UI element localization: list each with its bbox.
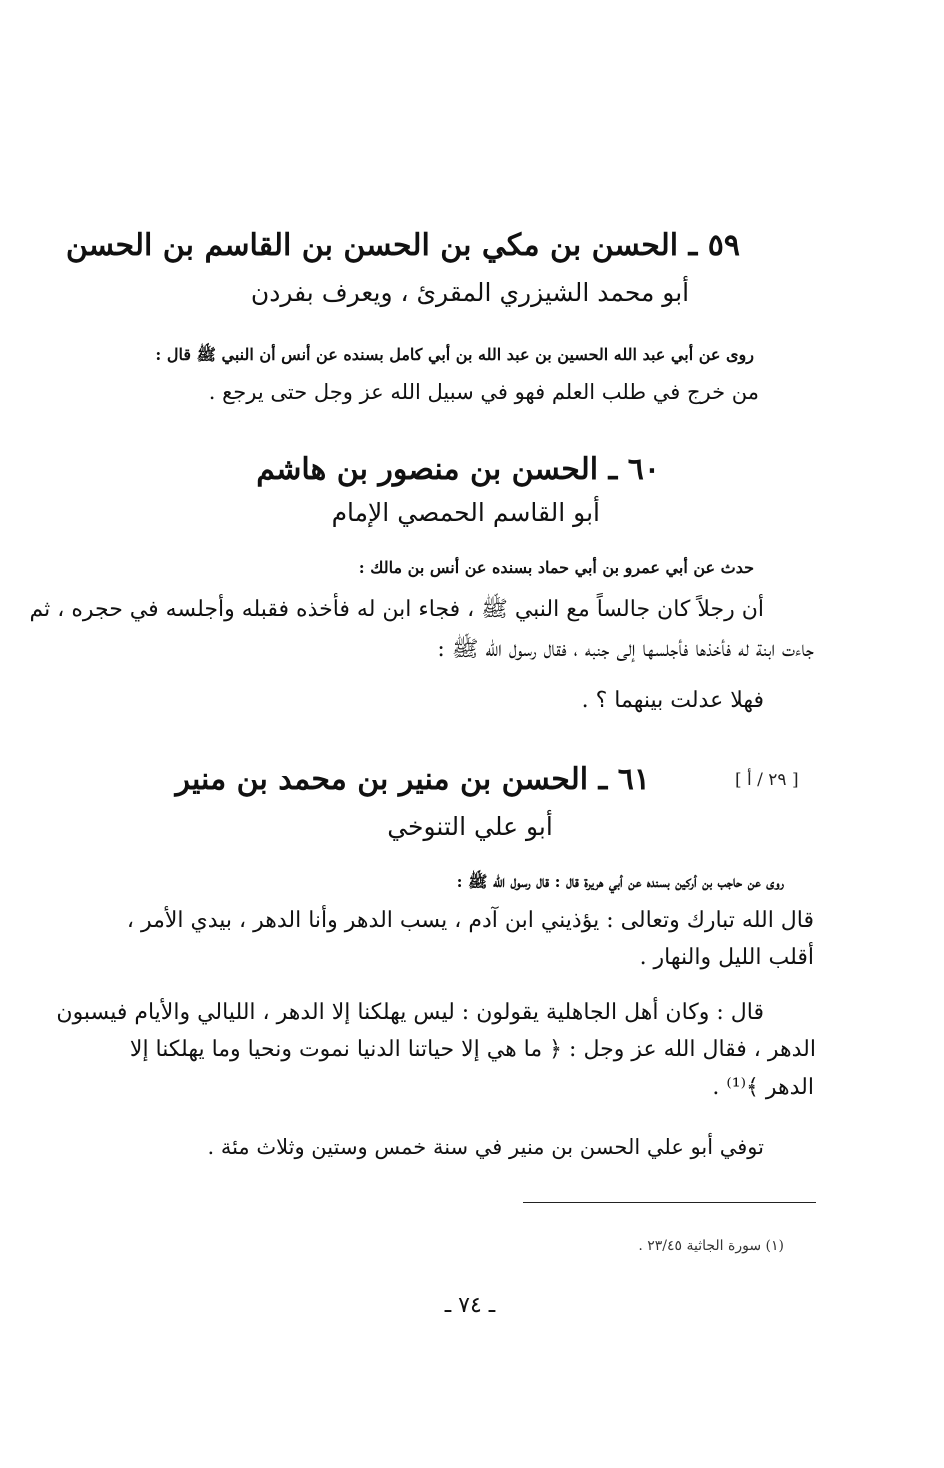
entry-60-hadith-line3: فهلا عدلت بينهما ؟ . [581,688,764,713]
page-number: ـ ٧٤ ـ [444,1293,496,1318]
entry-61-qala-line2: الدهر ، فقال الله عز وجل : ﴿ ما هي إلا حياتنا الدنيا نموت ونحيا وما يهلكنا إلا [129,1037,816,1062]
entry-59-hadith: من خرج في طلب العلم فهو في سبيل الله عز وجل حتى يرجع . [208,380,759,404]
entry-60-isnad: حدث عن أبي عمرو بن أبي حماد بسنده عن أنس بن مالك : [358,558,754,577]
entry-61-kunya: أبو علي التنوخي [387,812,553,841]
entry-60-hadith-line1: أن رجلاً كان جالساً مع النبي ﷺ ، فجاء ابن له فأخذه فقبله وأجلسه في حجره ، ثم [29,597,764,622]
entry-59-isnad: روى عن أبي عبد الله الحسين بن عبد الله بن أبي كامل بسنده عن أنس أن النبي ﷺ قال : [155,345,754,364]
entry-61-title: ٦١ ـ الحسن بن منير بن محمد بن منير [175,762,650,797]
entry-61-death-note: توفي أبو علي الحسن بن منير في سنة خمس وستين وثلاث مئة . [207,1135,764,1159]
footnote-separator [523,1202,816,1203]
entry-61-isnad: روى عن حاجب بن أركين بسنده عن أبي هريرة قال : قال رسول الله ﷺ : [456,872,784,891]
folio-margin-note: [ ٢٩ / أ ] [735,770,799,790]
entry-61-hadith-line1: قال الله تبارك وتعالى : يؤذيني ابن آدم ، يسب الدهر وأنا الدهر ، بيدي الأمر ، [126,908,814,933]
entry-59-title: ٥٩ ـ الحسن بن مكي بن الحسن بن القاسم بن الحسن [65,228,740,263]
entry-60-title: ٦٠ ـ الحسن بن منصور بن هاشم [256,452,660,487]
entry-60-hadith-line2: جاءت ابنة له فأخذها فأجلسها إلى جنبه ، فقال رسول الله ﷺ : [437,637,814,662]
entry-61-qala-line1: قال : وكان أهل الجاهلية يقولون : ليس يهلكنا إلا الدهر ، الليالي والأيام فيسبون [56,1000,764,1025]
entry-61-hadith-line2: أقلب الليل والنهار . [639,945,814,970]
entry-60-kunya: أبو القاسم الحمصي الإمام [331,498,600,527]
footnote: (١) سورة الجاثية ٢٣/٤٥ . [638,1238,784,1254]
entry-59-kunya: أبو محمد الشيزري المقرئ ، ويعرف بفردن [250,278,690,307]
entry-61-qala-line3: الدهر ﴾⁽¹⁾ . [712,1075,814,1100]
